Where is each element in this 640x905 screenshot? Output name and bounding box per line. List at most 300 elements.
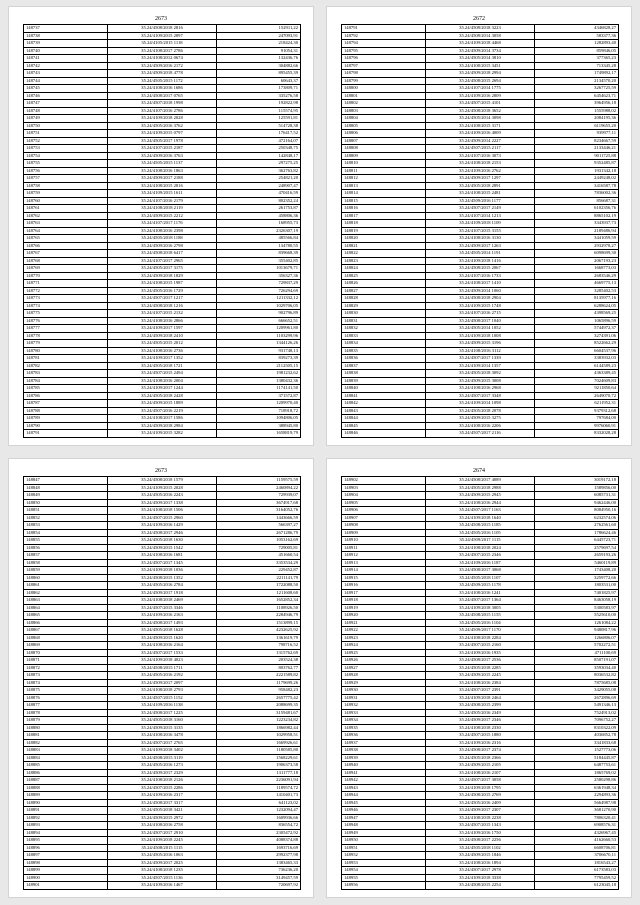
amount-cell: 6608706,81	[535, 844, 619, 852]
reference-cell: 35.24/4509/2016 1177	[425, 197, 535, 205]
reference-cell: 35.24/4508/2017 2374	[425, 747, 535, 755]
amount-cell: 9480817,96	[535, 627, 619, 635]
amount-cell: 2932978,27	[535, 242, 619, 250]
row-id-cell: 148741	[24, 55, 108, 63]
reference-cell: 35.24/4508/2018 1579	[107, 477, 217, 485]
amount-cell: 931748,13	[217, 347, 301, 355]
row-id-cell: 148906	[342, 507, 426, 515]
row-id-cell: 148887	[24, 777, 108, 785]
reference-cell: 35.24/4509/2016 3763	[107, 152, 217, 160]
table-row	[342, 332, 619, 340]
reference-cell: 35.24/4508/2017 1225	[107, 709, 217, 717]
reference-cell: 35.24/4509/2015 3275	[425, 415, 535, 423]
reference-cell: 35.24/4109/2015 1611	[107, 190, 217, 198]
row-id-cell: 148805	[342, 122, 426, 130]
table-row	[24, 152, 301, 160]
amount-cell: 2672896,69	[535, 694, 619, 702]
row-id-cell: 148766	[24, 242, 108, 250]
amount-cell: 7524913,02	[535, 709, 619, 717]
amount-cell: 91054,31	[217, 47, 301, 55]
row-id-cell: 148753	[24, 145, 108, 153]
row-id-cell: 148943	[342, 784, 426, 792]
amount-cell: 514728,38	[217, 122, 301, 130]
row-id-cell: 148860	[24, 574, 108, 582]
row-id-cell: 148933	[342, 709, 426, 717]
reference-cell: 35.24/4108/2017 1586	[107, 415, 217, 423]
reference-cell: 35.24/4109/2018 3005	[425, 604, 535, 612]
amount-cell: 2683546,29	[535, 272, 619, 280]
table-row	[24, 634, 301, 642]
reference-cell: 35.24/4507/2015 2960	[107, 514, 217, 522]
table-row	[342, 792, 619, 800]
amount-cell: 2294893,36	[535, 792, 619, 800]
reference-cell: 35.24/4505/2014 1191	[425, 250, 535, 258]
row-id-cell: 148786	[24, 392, 108, 400]
row-id-cell: 148758	[24, 182, 108, 190]
amount-cell: 4363389,45	[535, 370, 619, 378]
table-row	[24, 717, 301, 725]
reference-cell: 35.24/4505/2014 3098	[425, 115, 535, 123]
row-id-cell: 148877	[24, 702, 108, 710]
table-row	[342, 784, 619, 792]
row-id-cell: 148854	[24, 529, 108, 537]
reference-cell: 35.24/4109/2017 1352	[107, 355, 217, 363]
row-id-cell: 148757	[24, 175, 108, 183]
row-id-cell: 148893	[24, 822, 108, 830]
row-id-cell: 148902	[342, 477, 426, 485]
amount-cell: 4711100,69	[535, 649, 619, 657]
reference-cell: 35.24/4108/2015 1987	[107, 280, 217, 288]
row-id-cell: 148872	[24, 664, 108, 672]
amount-cell: 729005,81	[217, 544, 301, 552]
amount-cell: 6361948,34	[535, 784, 619, 792]
row-id-cell: 148866	[24, 619, 108, 627]
row-id-cell: 148938	[342, 747, 426, 755]
reference-cell: 35.24/4107/2016 2786	[107, 107, 217, 115]
reference-cell: 35.24/4109/2016 2316	[425, 739, 535, 747]
reference-cell: 35.24/4509/2017 2307	[425, 807, 535, 815]
reference-cell: 35.24/4108/2016 2398	[107, 227, 217, 235]
table-row	[342, 582, 619, 590]
row-id-cell: 148908	[342, 522, 426, 530]
table-row	[24, 407, 301, 415]
table-row	[342, 250, 619, 258]
amount-cell: 377365,23	[535, 55, 619, 63]
table-row	[342, 544, 619, 552]
amount-cell: 4162660,53	[535, 837, 619, 845]
row-id-cell: 148857	[24, 552, 108, 560]
amount-cell: 1232094,47	[217, 807, 301, 815]
table-row	[24, 709, 301, 717]
row-id-cell: 148864	[24, 604, 108, 612]
amount-cell: 666652,51	[217, 317, 301, 325]
table-row	[342, 167, 619, 175]
amount-cell: 1029706,05	[217, 302, 301, 310]
amount-cell: 2649070,72	[535, 392, 619, 400]
row-id-cell: 148862	[24, 589, 108, 597]
data-table	[23, 476, 301, 890]
table-row	[24, 295, 301, 303]
table-row	[342, 762, 619, 770]
amount-cell: 4036852,78	[535, 732, 619, 740]
row-id-cell: 148901	[24, 882, 108, 890]
reference-cell: 35.24/4505/2018 2988	[425, 484, 535, 492]
table-row	[24, 62, 301, 70]
reference-cell: 35.24/4509/2015 1889	[107, 400, 217, 408]
row-id-cell: 148913	[342, 559, 426, 567]
reference-cell: 35.24/4508/2018 3652	[425, 107, 535, 115]
row-id-cell: 148891	[24, 807, 108, 815]
row-id-cell: 148924	[342, 642, 426, 650]
row-id-cell: 148930	[342, 687, 426, 695]
table-row	[24, 799, 301, 807]
reference-cell: 35.24/4109/2016 2163	[107, 612, 217, 620]
reference-cell: 35.24/4508/2015 2067	[425, 265, 535, 273]
amount-cell: 2133446,21	[535, 145, 619, 153]
table-row	[24, 332, 301, 340]
amount-cell: 5491346,13	[535, 702, 619, 710]
reference-cell: 35.24/4108/2016 2206	[425, 422, 535, 430]
table-row	[342, 837, 619, 845]
table-row	[24, 130, 301, 138]
table-row	[24, 55, 301, 63]
row-id-cell: 148879	[24, 717, 108, 725]
amount-cell: 1589856,00	[535, 484, 619, 492]
amount-cell: 720697,92	[217, 882, 301, 890]
reference-cell: 35.24/4107/2016 2179	[107, 197, 217, 205]
row-id-cell: 148918	[342, 597, 426, 605]
table-row	[342, 552, 619, 560]
amount-cell: 7401825,97	[535, 589, 619, 597]
table-row	[24, 340, 301, 348]
amount-cell: 1866982,44	[217, 724, 301, 732]
amount-cell: 5525610,00	[535, 612, 619, 620]
table-row	[342, 107, 619, 115]
reference-cell: 35.24/4507/2017 2910	[107, 829, 217, 837]
amount-cell: 1786624,46	[535, 529, 619, 537]
table-row	[24, 415, 301, 423]
amount-cell: 485566,84	[217, 235, 301, 243]
amount-cell: 1179699,26	[217, 679, 301, 687]
row-id-cell: 148808	[342, 145, 426, 153]
table-row	[24, 47, 301, 55]
table-row	[24, 167, 301, 175]
row-id-cell: 148917	[342, 589, 426, 597]
table-row	[24, 829, 301, 837]
row-id-cell: 148743	[24, 70, 108, 78]
table-row	[342, 25, 619, 33]
table-row	[24, 514, 301, 522]
page-number: 2672	[473, 16, 485, 22]
amount-cell: 9011725,88	[535, 152, 619, 160]
table-row	[24, 160, 301, 168]
amount-cell: 8463058,19	[535, 597, 619, 605]
reference-cell: 35.24/4108/2018 1235	[107, 867, 217, 875]
row-id-cell: 148798	[342, 70, 426, 78]
row-id-cell: 148739	[24, 40, 108, 48]
amount-cell: 7806320,41	[535, 814, 619, 822]
row-id-cell: 148817	[342, 212, 426, 220]
amount-cell: 1931342,18	[535, 167, 619, 175]
table-row	[24, 220, 301, 228]
table-row	[24, 859, 301, 867]
amount-cell: 2211141,79	[217, 574, 301, 582]
reference-cell: 35.24/4505/2014 1052	[425, 325, 535, 333]
row-id-cell: 148781	[24, 355, 108, 363]
table-row	[24, 477, 301, 485]
table-row	[342, 287, 619, 295]
table-row	[342, 597, 619, 605]
row-id-cell: 148764	[24, 227, 108, 235]
row-id-cell: 148921	[342, 619, 426, 627]
reference-cell: 35.24/4507/2017 1364	[425, 597, 535, 605]
row-id-cell: 148767	[24, 250, 108, 258]
row-id-cell: 148919	[342, 604, 426, 612]
row-id-cell: 148892	[24, 814, 108, 822]
row-id-cell: 148929	[342, 679, 426, 687]
table-row	[24, 807, 301, 815]
row-id-cell: 148844	[342, 415, 426, 423]
table-row	[342, 537, 619, 545]
table-row	[342, 484, 619, 492]
table-row	[24, 642, 301, 650]
row-id-cell: 148820	[342, 235, 426, 243]
table-row	[24, 529, 301, 537]
reference-cell: 35.24/4108/2018 1506	[107, 507, 217, 515]
table-row	[24, 837, 301, 845]
reference-cell: 35.24/4509/2014 3734	[425, 47, 535, 55]
table-row	[24, 507, 301, 515]
row-id-cell: 148750	[24, 122, 108, 130]
amount-cell: 3416587,78	[535, 182, 619, 190]
table-row	[342, 507, 619, 515]
page-number: 2674	[473, 468, 485, 474]
amount-cell: 718918,72	[217, 407, 301, 415]
amount-cell: 1315762,69	[217, 649, 301, 657]
table-row	[342, 85, 619, 93]
reference-cell: 35.24/4509/2017 2097	[107, 679, 217, 687]
amount-cell: 6908576,31	[535, 822, 619, 830]
table-row	[342, 672, 619, 680]
reference-cell: 35.24/4507/2015 4101	[425, 100, 535, 108]
reference-cell: 35.24/4109/2015 3282	[107, 430, 217, 438]
table-row	[342, 867, 619, 875]
row-id-cell: 148825	[342, 272, 426, 280]
amount-cell: 856687,31	[535, 197, 619, 205]
reference-cell: 35.24/4509/2017 2025	[107, 859, 217, 867]
table-row	[24, 844, 301, 852]
row-id-cell: 148751	[24, 130, 108, 138]
row-id-cell: 148773	[24, 295, 108, 303]
amount-cell: 6173583,03	[535, 867, 619, 875]
amount-cell: 355402,85	[217, 257, 301, 265]
row-id-cell: 148903	[342, 484, 426, 492]
amount-cell: 839273,39	[217, 355, 301, 363]
table-row	[342, 589, 619, 597]
table-row	[24, 257, 301, 265]
table-row	[342, 310, 619, 318]
table-row	[24, 492, 301, 500]
amount-cell: 4398569,25	[535, 310, 619, 318]
row-id-cell: 148813	[342, 182, 426, 190]
reference-cell: 35.24/4109/2018 1008	[425, 332, 535, 340]
table-row	[342, 205, 619, 213]
reference-cell: 35.24/4508/2015 2254	[425, 882, 535, 890]
table-row	[24, 672, 301, 680]
row-id-cell: 148895	[24, 837, 108, 845]
row-id-cell: 148884	[24, 754, 108, 762]
table-row	[342, 679, 619, 687]
table-row	[342, 724, 619, 732]
amount-cell: 115574,95	[217, 107, 301, 115]
reference-cell: 35.24/4108/2016 2758	[107, 822, 217, 830]
amount-cell: 1211608,60	[217, 589, 301, 597]
row-id-cell: 148949	[342, 829, 426, 837]
amount-cell: 3964956,18	[535, 100, 619, 108]
amount-cell: 6604537,96	[535, 347, 619, 355]
amount-cell: 1443666,59	[217, 514, 301, 522]
reference-cell: 35.24/4508/2017 2536	[425, 657, 535, 665]
table-row	[24, 92, 301, 100]
reference-cell: 35.24/4109/2015 0797	[107, 130, 217, 138]
amount-cell: 261753,87	[217, 205, 301, 213]
reference-cell: 35.24/4505/2016 1729	[107, 287, 217, 295]
reference-cell: 35.24/4507/2015 2494	[107, 370, 217, 378]
reference-cell: 35.24/4505/2018 1188	[107, 235, 217, 243]
reference-cell: 35.24/4508/2018 2904	[425, 295, 535, 303]
reference-cell: 35.24/4508/2017 3317	[107, 799, 217, 807]
row-id-cell: 148788	[24, 407, 108, 415]
table-row	[342, 822, 619, 830]
reference-cell: 35.24/4109/2016 1467	[107, 882, 217, 890]
reference-cell: 35.24/4108/2012 0674	[107, 55, 217, 63]
table-row	[24, 784, 301, 792]
row-id-cell: 148772	[24, 287, 108, 295]
amount-cell: 134780,55	[217, 242, 301, 250]
table-row	[342, 325, 619, 333]
amount-cell: 1803531,00	[535, 582, 619, 590]
table-row	[24, 537, 301, 545]
table-row	[342, 47, 619, 55]
row-id-cell: 148931	[342, 694, 426, 702]
table-row	[24, 227, 301, 235]
reference-cell: 35.24/4507/2017 1533	[107, 649, 217, 657]
table-row	[342, 717, 619, 725]
table-row	[24, 612, 301, 620]
row-id-cell: 148890	[24, 799, 108, 807]
row-id-cell: 148760	[24, 197, 108, 205]
reference-cell: 35.24/4507/2017 3348	[425, 392, 535, 400]
amount-cell: 6211952,31	[535, 400, 619, 408]
amount-cell: 8234667,59	[535, 137, 619, 145]
reference-cell: 35.24/4107/2014 1775	[425, 85, 535, 93]
table-row	[342, 355, 619, 363]
row-id-cell: 148842	[342, 400, 426, 408]
table-row	[342, 529, 619, 537]
amount-cell: 566397,27	[217, 522, 301, 530]
row-id-cell: 148947	[342, 814, 426, 822]
table-row	[24, 400, 301, 408]
amount-cell: 902796,89	[217, 310, 301, 318]
table-row	[342, 392, 619, 400]
amount-cell: 7795459,52	[535, 874, 619, 882]
reference-cell: 35.24/4507/2015 2286	[107, 784, 217, 792]
amount-cell: 6102356,76	[535, 205, 619, 213]
row-id-cell: 148810	[342, 160, 426, 168]
reference-cell: 35.24/4509/2018 2994	[425, 70, 535, 78]
table-row	[24, 544, 301, 552]
reference-cell: 35.24/4509/2015 3008	[425, 377, 535, 385]
table-row	[24, 430, 301, 438]
table-row	[24, 182, 301, 190]
amount-cell: 60643,37	[217, 77, 301, 85]
row-id-cell: 148763	[24, 220, 108, 228]
amount-cell: 798716,52	[217, 642, 301, 650]
reference-cell: 35.24/4509/2015 2245	[425, 672, 535, 680]
reference-cell: 35.24/4505/2018 2078	[425, 407, 535, 415]
table-row	[342, 859, 619, 867]
amount-cell: 3343937,73	[535, 220, 619, 228]
row-id-cell: 148912	[342, 552, 426, 560]
reference-cell: 35.24/4108/2016 2107	[425, 769, 535, 777]
row-id-cell: 148843	[342, 407, 426, 415]
amount-cell: 6454623,71	[535, 92, 619, 100]
reference-cell: 35.24/4508/2017 2946	[107, 529, 217, 537]
reference-cell: 35.24/4508/2018 6417	[107, 250, 217, 258]
table-row	[24, 77, 301, 85]
reference-cell: 35.24/4108/2016 2968	[425, 385, 535, 393]
amount-cell: 1383465,33	[217, 859, 301, 867]
amount-cell: 2221589,82	[217, 672, 301, 680]
row-id-cell: 148873	[24, 672, 108, 680]
row-id-cell: 148749	[24, 115, 108, 123]
reference-cell: 35.24/4509/2017 1918	[107, 589, 217, 597]
reference-cell: 35.24/4507/2017 1217	[107, 295, 217, 303]
row-id-cell: 148823	[342, 257, 426, 265]
row-id-cell: 148797	[342, 62, 426, 70]
amount-cell: 713345,28	[535, 62, 619, 70]
table-row	[24, 882, 301, 890]
table-row	[24, 754, 301, 762]
table-row	[24, 597, 301, 605]
row-id-cell: 148851	[24, 507, 108, 515]
reference-cell: 35.24/4508/2015 1711	[107, 664, 217, 672]
table-row	[342, 612, 619, 620]
row-id-cell: 148782	[24, 362, 108, 370]
amount-cell: 1361619,79	[217, 634, 301, 642]
row-id-cell: 148742	[24, 62, 108, 70]
table-row	[24, 287, 301, 295]
table-row	[24, 325, 301, 333]
reference-cell: 35.24/4109/2018 1036	[107, 567, 217, 575]
row-id-cell: 148888	[24, 784, 108, 792]
amount-cell: 362763,82	[217, 167, 301, 175]
reference-cell: 35.24/4507/2015 1880	[425, 732, 535, 740]
amount-cell: 802352,24	[217, 197, 301, 205]
table-row	[342, 182, 619, 190]
reference-cell: 35.24/4108/2018 2284	[425, 634, 535, 642]
amount-cell: 176417,52	[217, 130, 301, 138]
reference-cell: 35.24/4507/2017 1345	[107, 559, 217, 567]
amount-cell: 939977,11	[535, 130, 619, 138]
table-row	[342, 687, 619, 695]
reference-cell: 35.24/4108/2016 3478	[107, 732, 217, 740]
row-id-cell: 148922	[342, 627, 426, 635]
table-row	[342, 754, 619, 762]
table-row	[342, 100, 619, 108]
table-row	[24, 32, 301, 40]
amount-cell: 1555988,02	[535, 107, 619, 115]
